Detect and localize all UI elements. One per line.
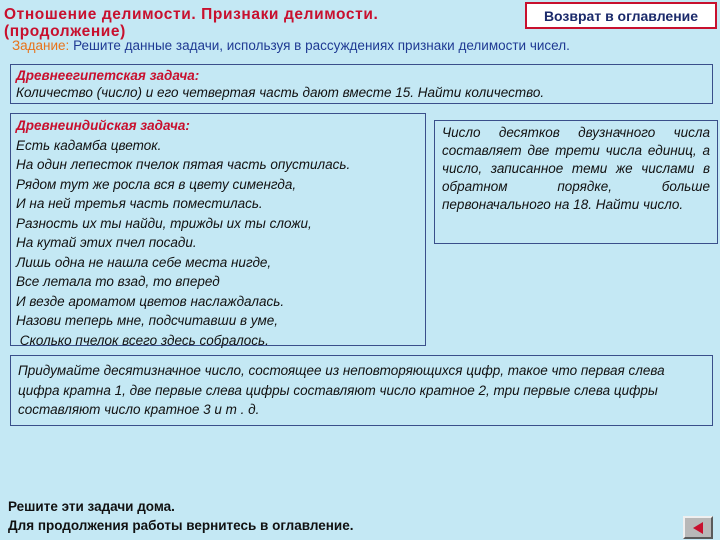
- ten-digit-number-problem-box: [10, 355, 713, 426]
- back-nav-button[interactable]: [683, 516, 713, 539]
- two-digit-number-problem-box: [434, 120, 718, 244]
- poem-line: Рядом тут же росла вся в цвету сименгда,: [16, 176, 297, 192]
- poem-line: Разность их ты найди, трижды их ты сложи,: [16, 215, 312, 231]
- poem-line: И на ней третья часть поместилась.: [16, 196, 263, 211]
- poem-line: Сколько пчелок всего здесь собралось.: [16, 332, 269, 348]
- egyptian-problem-text: Количество (число) и его четвертая часть дают вместе 15. Найти количество.: [16, 85, 545, 100]
- return-instruction-line: Для продолжения работы вернитесь в оглавление.: [8, 518, 354, 533]
- egyptian-problem-heading: Древнеегипетская задача:: [16, 68, 200, 83]
- poem-line: Все летала то взад, то вперед: [16, 274, 220, 289]
- task-text: Решите данные задачи, используя в рассуждениях признаки делимости чисел.: [69, 38, 570, 53]
- homework-note: [8, 497, 353, 535]
- poem-line: Назови теперь мне, подсчитавши в уме,: [16, 313, 279, 328]
- poem-line: И везде ароматом цветов наслаждалась.: [16, 293, 285, 309]
- task-label: Задание:: [12, 38, 70, 53]
- indian-problem-box: [10, 113, 426, 346]
- triangle-left-icon: [691, 521, 705, 535]
- task-instruction: [12, 38, 570, 53]
- poem-line: Лишь одна не нашла себе места нигде,: [16, 254, 272, 270]
- homework-line: Решите эти задачи дома.: [8, 499, 175, 514]
- egyptian-problem-box: [10, 64, 713, 104]
- poem-line: Есть кадамба цветок.: [16, 137, 162, 153]
- poem-line: На кутай этих пчел посади.: [16, 235, 197, 250]
- two-digit-number-problem-text: Число десятков двузначного числа составляет две трети числа единиц, а число, записанное теми же числами в обратном порядке, больше первоначального на 18. Найти число.: [442, 125, 710, 212]
- poem-line: На один лепесток пчелок пятая часть опустилась.: [16, 157, 351, 172]
- ten-digit-number-problem-text: Придумайте десятизначное число, состоящее из неповторяющихся цифр, такое что первая слева цифра кратна 1, две первые слева цифры составляют число кратное 2, три первые слева цифры составляют число кратное 3 и т . д.: [18, 363, 665, 417]
- page-title: Отношение делимости. Признаки делимости. (продолжение): [4, 6, 379, 40]
- back-to-contents-button[interactable]: Возврат в оглавление: [525, 2, 717, 29]
- indian-problem-heading: Древнеиндийская задача:: [16, 118, 190, 133]
